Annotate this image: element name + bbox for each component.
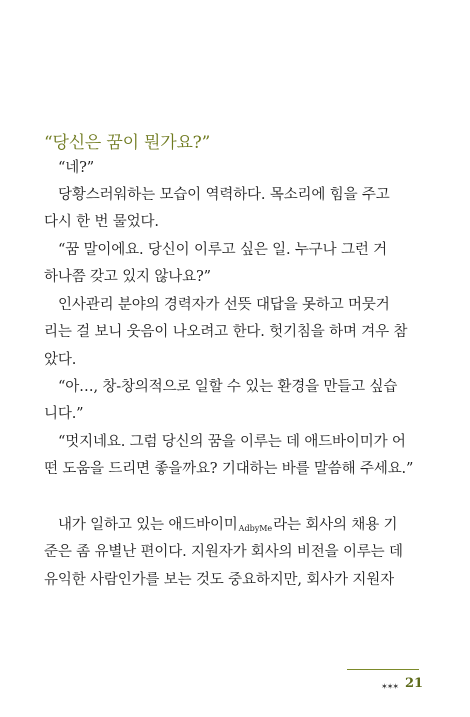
body-line: 준은 좀 유별난 편이다. 지원자가 회사의 비전을 이루는 데 <box>44 544 403 560</box>
footer-ornament: ✶✶✶ <box>381 682 399 691</box>
body-line: “꿈 말이에요. 당신이 이루고 싶은 일. 누구나 그런 거 <box>58 242 387 258</box>
body-line <box>58 513 397 534</box>
body-line: 았다. <box>44 352 77 368</box>
body-line: 하나쯤 갖고 있지 않나요?” <box>44 269 211 285</box>
body-line: 떤 도움을 드리면 좋을까요? 기대하는 바를 말씀해 주세요.” <box>44 461 414 477</box>
body-line: “멋지네요. 그럼 당신의 꿈을 이루는 데 애드바이미가 어 <box>58 434 406 450</box>
body-line: 당황스러워하는 모습이 역력하다. 목소리에 힘을 주고 <box>58 187 390 203</box>
body-line: 인사관리 분야의 경력자가 선뜻 대답을 못하고 머뭇거 <box>58 297 390 313</box>
footer-rule <box>347 669 419 670</box>
body-text: 라는 회사의 채용 기 <box>273 517 398 533</box>
section-heading: “당신은 꿈이 뭔가요?” <box>44 133 211 153</box>
body-text: 내가 일하고 있는 애드바이미 <box>58 517 238 533</box>
body-line: 유익한 사람인가를 보는 것도 중요하지만, 회사가 지원자 <box>44 572 394 588</box>
company-name-subscript: AdbyMe <box>238 524 273 533</box>
body-line: “아…, 창-창의적으로 일할 수 있는 환경을 만들고 싶습 <box>58 379 398 395</box>
body-line: “네?” <box>58 160 95 176</box>
page-number: 21 <box>405 676 424 691</box>
body-line: 리는 걸 보니 웃음이 나오려고 한다. 헛기침을 하며 겨우 참 <box>44 324 408 340</box>
body-line: 다시 한 번 물었다. <box>44 214 159 230</box>
body-line: 니다.” <box>44 406 84 422</box>
